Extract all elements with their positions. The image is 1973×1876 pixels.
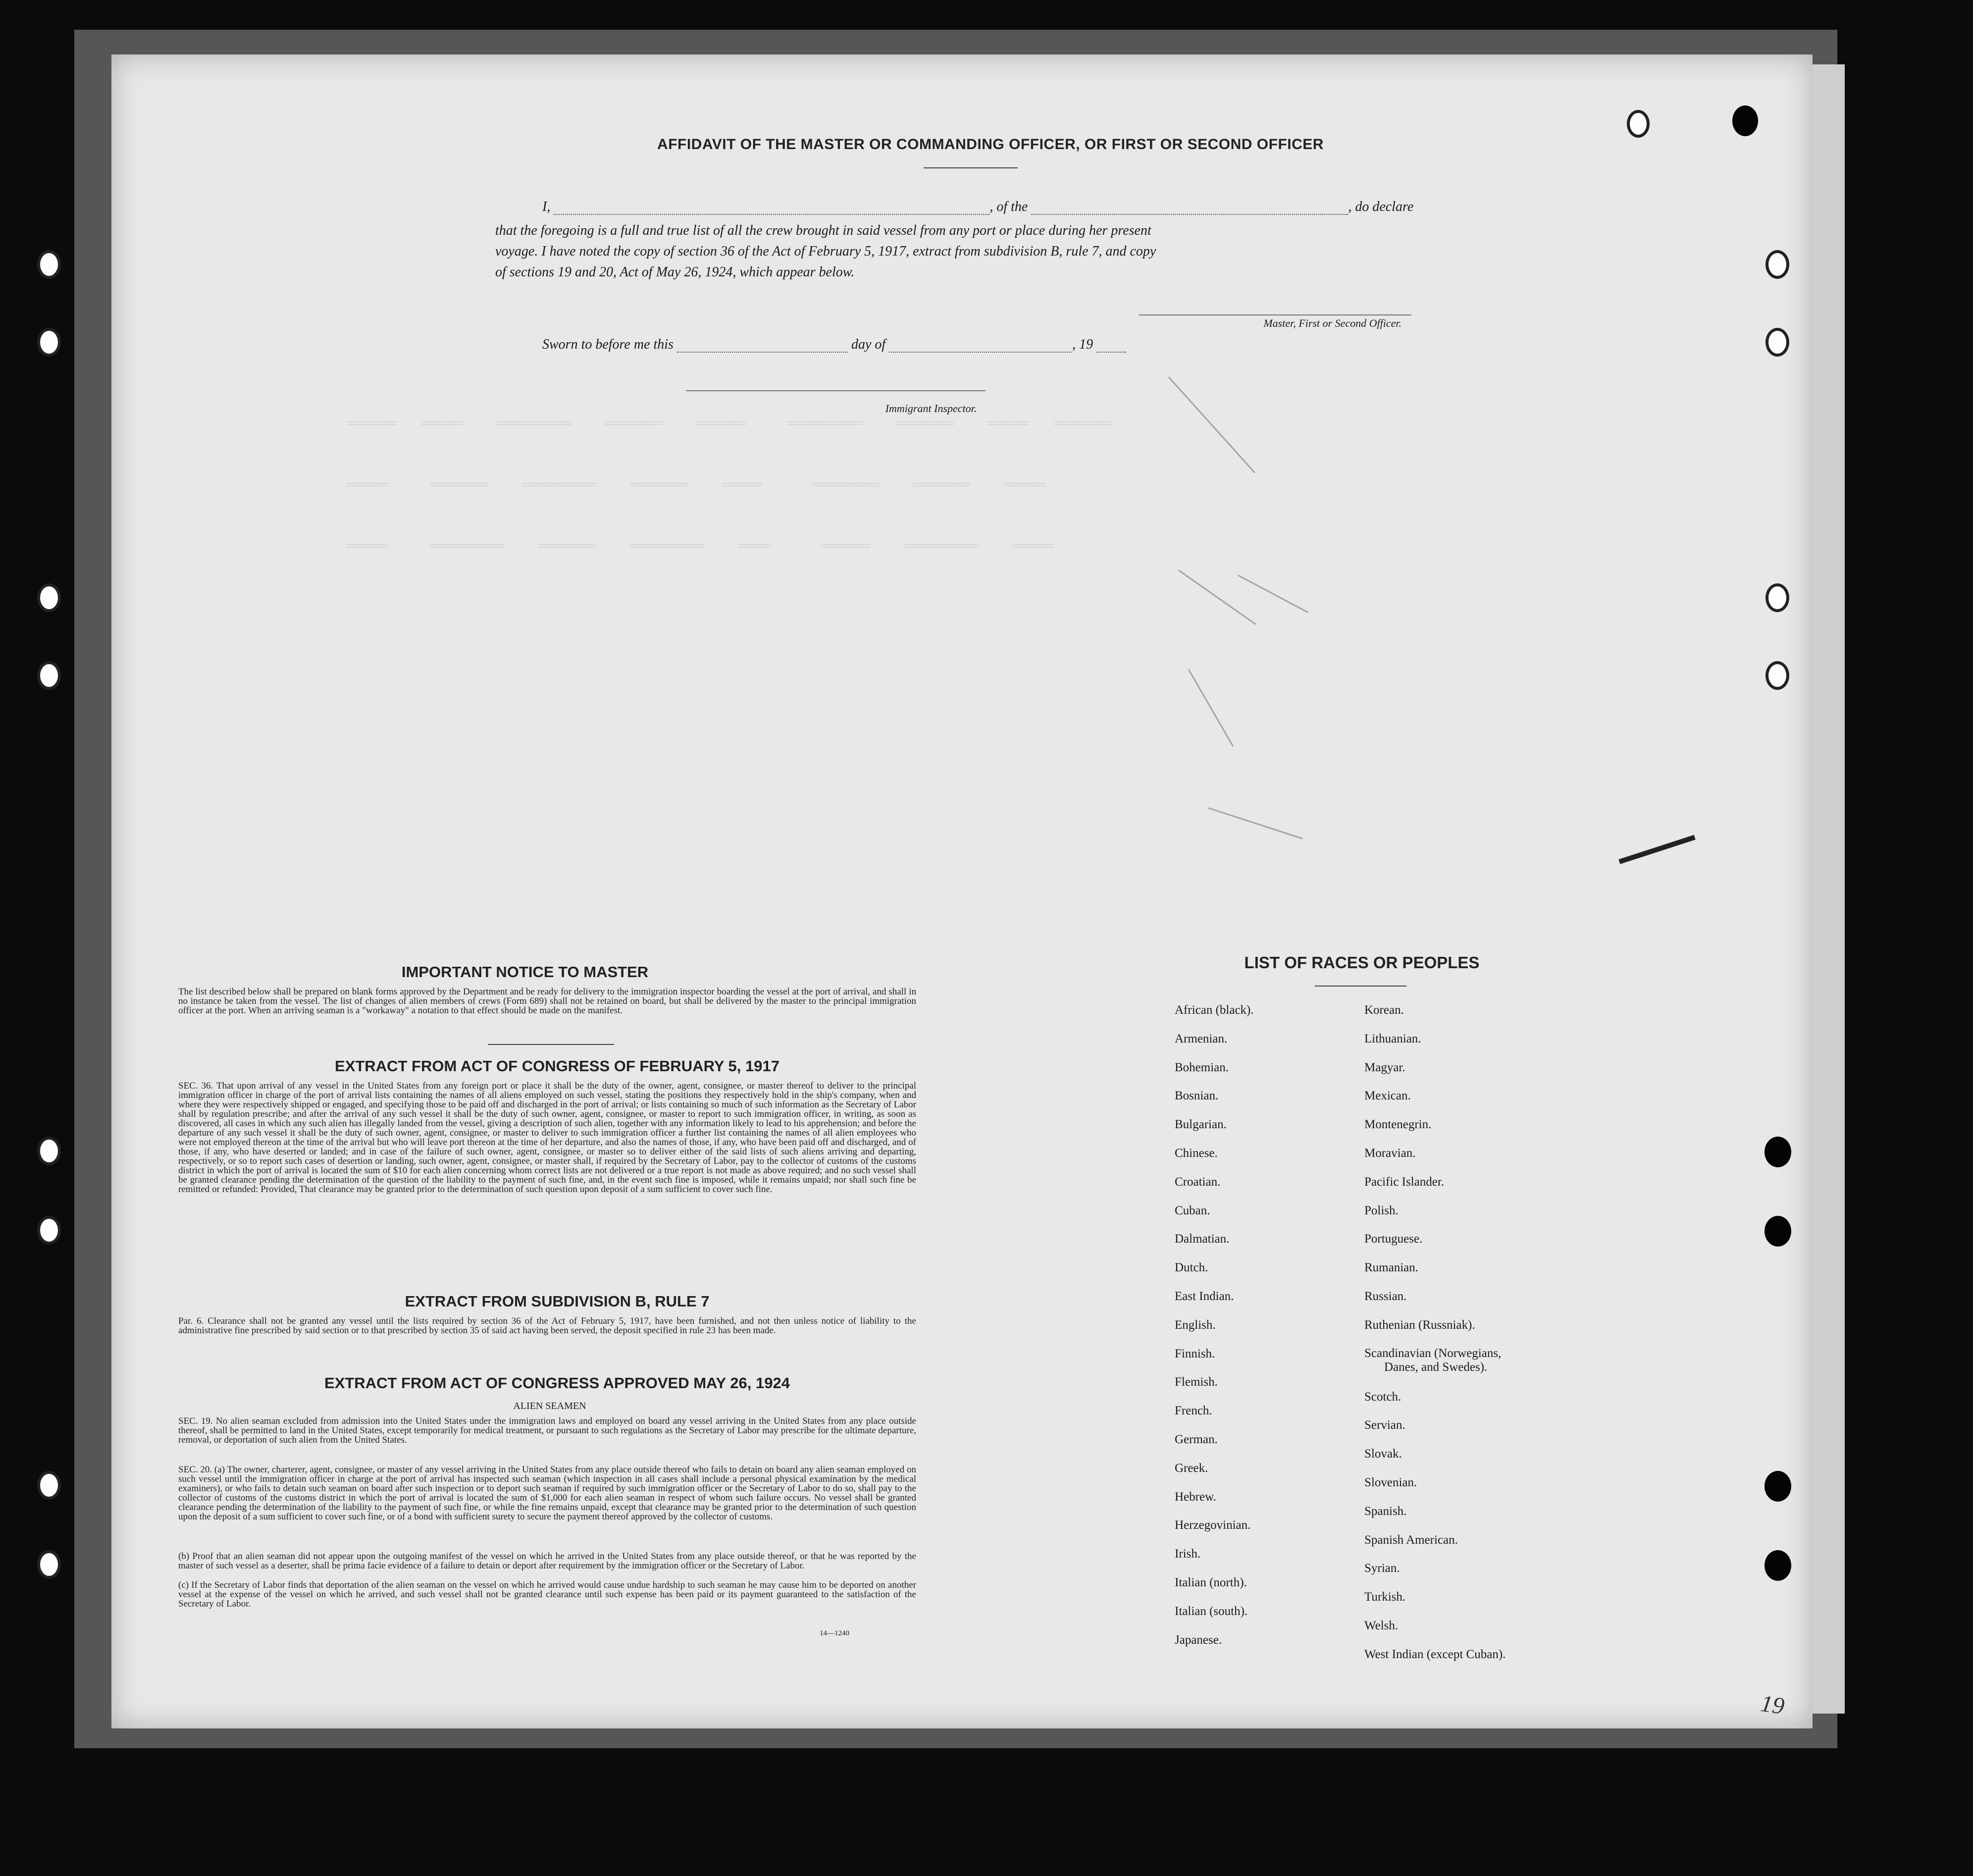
affidavit-line-2: that the foregoing is a full and true list of all the crew brought in said vessel from any port or place during her present [495, 223, 1151, 238]
punch-hole [37, 1550, 61, 1579]
race-item: Turkish. [1364, 1590, 1406, 1604]
race-item: Ruthenian (Russniak). [1364, 1318, 1475, 1332]
sec19-body: SEC. 19. No alien seaman excluded from admission into the United States under the immigration laws and employed on board any vessel arriving in the United States from any place outside thereof, shall be permitted to land in the United States, except temporarily for medical treatment, or pursuant to such regulations as the Secretary of Labor may prescribe for the ultimate departure, removal, or deportation of such alien from the United States. [178, 1416, 916, 1445]
race-item: Syrian. [1364, 1562, 1400, 1575]
punch-hole [1765, 661, 1789, 690]
vessel-field[interactable] [1031, 200, 1348, 215]
year-label: , 19 [1072, 337, 1093, 352]
affidavit-line-4: of sections 19 and 20, Act of May 26, 1924, which appear below. [495, 264, 855, 280]
extract-1924-subtitle: ALIEN SEAMEN [513, 1401, 586, 1411]
race-item: West Indian (except Cuban). [1364, 1647, 1506, 1661]
race-item: Bohemian. [1175, 1060, 1229, 1074]
notice-body: The list described below shall be prepared on blank forms approved by the Department and be ready for delivery to the immigration inspector boarding the vessel at the port of arrival, and shall in no instance be taken from the vessel. The list of changes of alien members of crews (Form 689) shall not be retained on board, but shall be delivered by the master to the principal immigration officer at the port. When an arriving seaman is a "workaway" a notation to that effect should be made on the manifest. [178, 987, 916, 1016]
race-item: Portuguese. [1364, 1232, 1423, 1246]
race-item: Finnish. [1175, 1347, 1215, 1360]
race-item: Flemish. [1175, 1375, 1218, 1389]
sec20a-body: SEC. 20. (a) The owner, charterer, agent, consignee, or master of any vessel arriving in the United States from any place outside thereof who fails to detain on board any alien seaman employed on such vessel until the immigration officer in charge at the port of arrival has inspected such seaman (which inspection in all cases shall include a personal physical examination by the medical examiners), or who fails to detain such seaman on board after such inspection or to deport such seaman if required by such immigration officer or the Secretary of Labor to do so, shall pay to the collector of customs of the customs district in which the port of arrival is located the sum of $1,000 for each alien seaman in respect of whom such failure occurs. No vessel shall be granted clearance pending the determination of the liability to the payment of such fine, or while the fine remains unpaid, except that clearance may be granted prior to the determination of such question upon the deposit of a sum sufficient to cover such fine, or of a bond with sufficient surety to secure the payment thereof approved by the collector of customs. [178, 1464, 916, 1522]
rule7-title: EXTRACT FROM SUBDIVISION B, RULE 7 [405, 1293, 710, 1310]
extract-1917-body: SEC. 36. That upon arrival of any vessel in the United States from any foreign port or place it shall be the duty of the owner, agent, consignee, or master thereof to deliver to the principal immigration officer in charge of the port of arrival lists containing the names of all aliens employed on such vessel, stating the positions they respectively hold in the ship's company, when and where they were respectively shipped or engaged, and specifying those to be paid off and discharged in the port of arrival; or lists containing so much of such information as the Secretary of Labor shall by regulation prescribe; and after the arrival of any such vessel it shall be the duty of such owner, agent, consignee, or master to report to such immigration officer, in writing, as soon as discovered, all cases in which any such alien has illegally landed from the vessel, giving a description of such alien, together with any information likely to lead to his apprehension; and before the departure of any such vessel it shall be the duty of such owner, agent, consignee, or master to deliver to such immigration officer a further list containing the names of all alien employees who were not employed thereon at the time of the arrival but who will leave port thereon at the time of her departure, and also the names of those, if any, who have been paid off and discharged, and of those, if any, who have deserted or landed; and in case of the failure of such owner, agent, consignee, or master so to deliver either of the said lists of such aliens arriving and departing, respectively, or so to report such cases of desertion or landing, such owner, agent, consignee, or master shall, if required by the Secretary of Labor, pay to the collector of customs of the customs district in which the port of arrival is located the sum of $10 for each alien concerning whom correct lists are not delivered or a true report is not made as above required; and no such vessel shall be granted clearance pending the determination of the question of the liability to the payment of such fine, and, in the event such fine is imposed, while it remains unpaid; nor shall such fine be remitted or refunded: Provided, That clearance may be granted prior to the determination of such question upon deposit of a sum sufficient to cover such fine. [178, 1081, 916, 1195]
affidavit-title: AFFIDAVIT OF THE MASTER OR COMMANDING OFFICER, OR FIRST OR SECOND OFFICER [657, 136, 1324, 153]
sworn-month-field[interactable] [889, 338, 1072, 353]
bleed-through-texture: ══════ ═════ ═════════ ═══════ ══════ ═════════ ═══════ ═════ ═══════ ═════ ═══════ ═════════ ═══════ ═════ ════════ ═══════ ═════ ═════ ═════════ ═══════ ═════════ ════ ══════ ═════════ ═════ [347, 417, 1112, 555]
affidavit-line-3: voyage. I have noted the copy of section 36 of the Act of February 5, 1917, extract from subdivision B, rule 7, and copy [495, 244, 1156, 259]
race-item: Lithuanian. [1364, 1032, 1421, 1045]
binder-strip [1813, 64, 1845, 1714]
race-item: German. [1175, 1432, 1218, 1446]
punch-hole [1765, 1550, 1791, 1581]
race-item: Rumanian. [1364, 1261, 1419, 1275]
race-item: English. [1175, 1318, 1216, 1332]
races-rule [1315, 986, 1406, 987]
race-item: Greek. [1175, 1461, 1208, 1475]
notice-rule [488, 1044, 614, 1045]
sec20b-body: (b) Proof that an alien seaman did not appear upon the outgoing manifest of the vessel on which he arrived in the United States from any place outside thereof, or that he was reported by the master of such vessel as a deserter, shall be prima facie evidence of a failure to detain or deport after requirement by the immigration officer or the Secretary of Labor. [178, 1551, 916, 1571]
declare-label: , do declare [1348, 199, 1414, 214]
punch-hole [37, 1471, 61, 1500]
race-item: Dalmatian. [1175, 1232, 1230, 1246]
races-title: LIST OF RACES OR PEOPLES [1244, 953, 1480, 972]
extract-1924-title: EXTRACT FROM ACT OF CONGRESS APPROVED MAY 26, 1924 [324, 1374, 790, 1392]
notice-title: IMPORTANT NOTICE TO MASTER [401, 963, 649, 981]
race-item: Cuban. [1175, 1203, 1210, 1217]
race-item: Spanish. [1364, 1504, 1407, 1518]
punch-hole [37, 1137, 61, 1165]
race-item-line: Scandinavian (Norwegians, [1364, 1346, 1502, 1360]
race-item: Hebrew. [1175, 1490, 1216, 1504]
rule7-body: Par. 6. Clearance shall not be granted any vessel until the lists required by section 36 of the Act of February 5, 1917, have been furnished, and not then unless notice of liability to the administrative fine prescribed by said section or to that prescribed by section 35 of said act having been served, the deposit specified in rule 23 has been made. [178, 1316, 916, 1336]
sworn-label: Sworn to before me this [542, 337, 674, 352]
punch-hole [1732, 105, 1758, 136]
punch-hole [37, 1216, 61, 1245]
affidavit-line-1 [542, 199, 1441, 215]
race-item: Irish. [1175, 1547, 1201, 1561]
race-item: Magyar. [1364, 1060, 1405, 1074]
punch-hole [1765, 328, 1789, 357]
punch-hole [1765, 1216, 1791, 1247]
name-field[interactable] [554, 200, 989, 215]
form-number: 14—1240 [820, 1629, 849, 1637]
race-item: Servian. [1364, 1418, 1405, 1432]
race-item: Japanese. [1175, 1633, 1222, 1647]
i-label: I, [542, 199, 551, 214]
punch-hole [37, 661, 61, 690]
race-item: Montenegrin. [1364, 1118, 1432, 1132]
race-item: Spanish American. [1364, 1533, 1458, 1547]
race-item: Italian (south). [1175, 1604, 1248, 1618]
day-of-label: day of [851, 337, 886, 352]
race-item: Italian (north). [1175, 1575, 1247, 1589]
race-item: Slovak. [1364, 1447, 1402, 1461]
race-item: Moravian. [1364, 1146, 1416, 1160]
punch-hole [1765, 250, 1789, 279]
race-item: Bulgarian. [1175, 1118, 1227, 1132]
race-item: Russian. [1364, 1289, 1407, 1303]
race-item: Polish. [1364, 1203, 1399, 1217]
punch-hole [37, 583, 61, 612]
handwritten-page-number: 19 [1759, 1690, 1786, 1720]
inspector-caption: Immigrant Inspector. [885, 402, 977, 415]
race-item: East Indian. [1175, 1289, 1234, 1303]
punch-hole [37, 250, 61, 279]
race-item: Slovenian. [1364, 1475, 1417, 1489]
race-item: Welsh. [1364, 1618, 1399, 1632]
race-item: Croatian. [1175, 1175, 1221, 1189]
race-item: Pacific Islander. [1364, 1175, 1445, 1189]
race-item: Bosnian. [1175, 1089, 1219, 1103]
race-item-line: Danes, and Swedes). [1384, 1360, 1488, 1374]
race-item: Korean. [1364, 1003, 1404, 1017]
affidavit-title-rule [924, 167, 1018, 168]
sworn-line [542, 337, 1236, 353]
race-item: Herzegovinian. [1175, 1518, 1251, 1532]
race-item: Armenian. [1175, 1032, 1228, 1045]
race-item: African (black). [1175, 1003, 1254, 1017]
race-item: French. [1175, 1404, 1212, 1418]
punch-hole [1765, 583, 1789, 612]
races-right-column [1364, 1003, 1691, 1676]
punch-hole [1765, 1471, 1791, 1502]
punch-hole [1627, 110, 1650, 138]
race-item: Mexican. [1364, 1089, 1411, 1103]
race-item: Scotch. [1364, 1390, 1402, 1404]
race-item: Dutch. [1175, 1261, 1208, 1275]
race-item: Chinese. [1175, 1146, 1218, 1160]
extract-1917-title: EXTRACT FROM ACT OF CONGRESS OF FEBRUARY 5, 1917 [335, 1057, 779, 1075]
signature-caption: Master, First or Second Officer. [1263, 317, 1402, 329]
signature-line [1139, 314, 1411, 315]
of-the-label: , of the [989, 199, 1028, 214]
sworn-day-field[interactable] [677, 338, 848, 353]
race-item [1364, 1347, 1691, 1390]
sec20c-body: (c) If the Secretary of Labor finds that deportation of the alien seaman on the vessel on which he arrived would cause undue hardship to such seaman he may cause him to be deported on another vessel at the expense of the vessel on which he arrived, and such vessel shall not be granted clearance until such expense has been paid or its payment guaranteed to the satisfaction of the Secretary of Labor. [178, 1580, 916, 1609]
punch-hole [37, 328, 61, 357]
sworn-year-field[interactable] [1096, 338, 1126, 353]
inspector-signature-line [686, 390, 986, 391]
punch-hole [1765, 1137, 1791, 1167]
